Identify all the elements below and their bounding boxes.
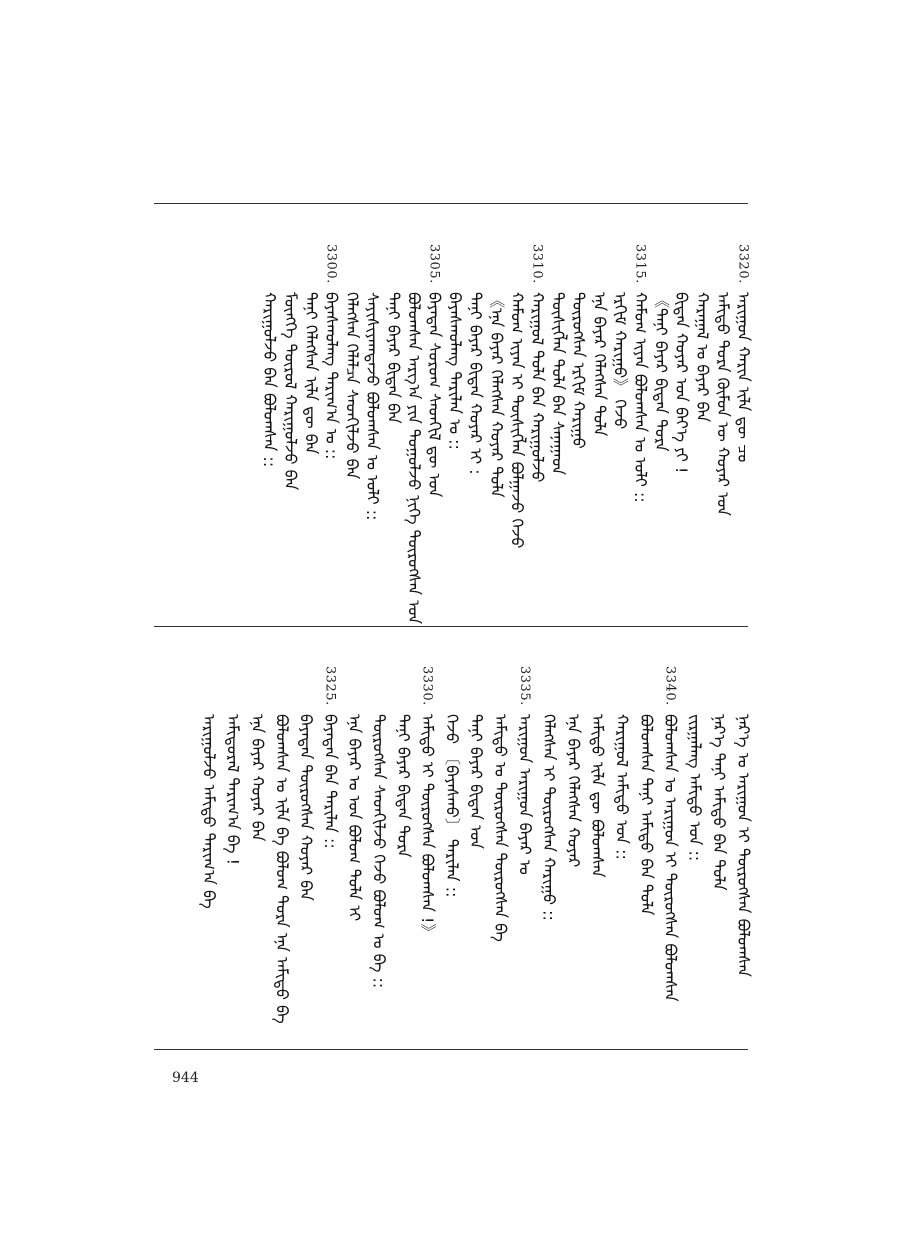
verse-line [706, 666, 732, 890]
verse-line [293, 666, 319, 901]
verse-line [438, 666, 464, 897]
mongolian-text: ᠰᠠᠶᠢᠰᠢᠶᠠᠭᠳᠠᠵᠤ ᠪᠣᠯᠤᠭᠰᠠᠨ ᠤ ᠤᠯᠢ :: [363, 291, 383, 521]
mongolian-text: ᠡᠨᠡ ᠪᠠᠶᠠᠷ ᠬᠣᠶᠠᠷ ᠪᠠᠨ [248, 713, 267, 842]
mongolian-text: ᠪᠡᠶᠡᠳᠡᠨ ᠪᠠᠨ ᠲᠠᠷᠢᠯᠠᠨ :: [320, 713, 340, 849]
verse-line [536, 666, 562, 921]
mongolian-text: 《ᠡᠨᠡ ᠪᠠᠶᠠᠷ ᠬᠡᠯᠡᠭᠰᠡᠨ ᠬᠣᠶᠠᠷ ᠲᠤᠯᠠ [486, 291, 506, 498]
mongolian-text: ᠪᠠᠶᠠᠰᠬᠤᠯᠠᠩ ᠲᠠᠷᠢᠯᠠᠨ ᠤ :: [445, 291, 465, 450]
verse-line [657, 666, 683, 1001]
verse-line [220, 666, 246, 865]
mongolian-text: ᠲᠠᠨᠢ ᠬᠡᠯᠡᠭᠰᠡᠨ ᠢᠯᠡ ᠳᠦ ᠪᠠᠨ [301, 291, 321, 455]
line-number: 3300. [323, 244, 339, 284]
line-number: 3320. [735, 244, 751, 284]
line-number: 3305. [426, 244, 442, 284]
mongolian-text: ᠬᠠᠮᠤᠭ ᠢᠶᠡᠨ ᠪᠣᠯᠤᠭᠰᠠᠨ ᠤ ᠤᠯᠢ :: [631, 291, 650, 503]
mongolian-text: ᠠᠮᠢᠳᠤ ᠢᠯᠡ ᠳᠦ ᠪᠣᠯᠤᠭᠰᠠᠨ [588, 713, 608, 878]
mongolian-text: ᠨᠡᠷ᠎ᠡ ᠣ ᠠᠷᠢᠭᠤᠨ ᠢ ᠲᠦᠷᠦᠭᠰᠡᠨ ᠪᠣᠯᠤᠭᠰᠠᠨ [734, 713, 753, 977]
line-number: 3310. [529, 244, 545, 284]
mongolian-text: ᠠᠷᠢᠭᠤᠨ ᠠᠷᠢᠭᠤᠨ ᠪᠠᠶᠠᠷ ᠣ [515, 713, 535, 875]
mongolian-text: ᠬᠠᠷᠢᠭᠤᠯ ᠲᠤᠯᠠ ᠪᠠᠨ ᠬᠠᠷᠢᠭᠤᠯᠵᠤ [528, 291, 547, 483]
mongolian-text: 《ᠲᠠᠨᠢ ᠪᠠᠶᠠᠷ ᠪᠢᠳᠡᠨ ᠲᠤᠷᠠ [651, 291, 671, 452]
verse-line [560, 666, 586, 867]
mongolian-text: ᠠᠮᠢᠳᠤ ᠲᠤᠷᠠ ᠬᠦᠮᠦᠨ ᠦ ᠬᠣᠶᠠᠷ ᠤᠨ [713, 291, 733, 516]
mongolian-text: ᠪᠣᠯᠤᠭᠰᠠᠨ ᠠᠷᠭ᠎ᠠ ᠶᠢᠨ ᠲᠤᠭᠤᠯᠵᠤ ᠨᠢᠭᠡ ᠲᠦᠷᠦᠭᠰᠡᠨ ᠤᠨ [404, 291, 424, 624]
mongolian-text: ᠠᠮᠢᠳᠤᠷᠠᠯ ᠲᠠᠷᠢᠭ᠎ᠠ ᠪᠠ ! [223, 713, 243, 865]
mongolian-text: ᠡᠨᠡ ᠪᠠᠶᠠᠷ ᠬᠡᠯᠡᠭᠰᠡᠨ ᠬᠣᠶᠠᠷ [563, 713, 583, 867]
mongolian-text: ᠠᠷᠢᠭᠤᠯᠵᠤ ᠠᠮᠢᠳᠤ ᠲᠠᠷᠢᠭ᠎ᠠ ᠪᠠ [199, 713, 219, 909]
mongolian-text: ᠬᠡᠯᠡᠭᠰᠡᠨ ᠢ ᠲᠦᠷᠦᠭᠰᠡᠨ ᠬᠠᠷᠢᠭᠤ :: [539, 713, 559, 921]
mongolian-text: ᠪᠣᠯᠤᠭᠰᠠᠨ ᠣ ᠠᠷᠢᠭᠤᠨ ᠢ ᠲᠦᠷᠦᠭᠰᠡᠨ ᠪᠣᠯᠤᠭᠰᠠᠨ [661, 713, 681, 1002]
verse-line [256, 244, 282, 467]
mongolian-text: ᠠᠮᠢᠳᠤ ᠣ ᠲᠦᠷᠦᠭᠰᠡᠨ ᠲᠦᠷᠦᠭᠰᠡᠨ ᠪᠠ [491, 713, 510, 942]
line-number: 3315. [632, 244, 648, 284]
verse-line [681, 666, 707, 861]
mongolian-text: ᠬᠠᠷᠢᠭᠤᠯ ᠠᠮᠢᠳᠤ ᠤᠨ :: [612, 713, 632, 860]
mongolian-text: ᠲᠠᠨᠢ ᠪᠠᠶᠠᠷ ᠪᠢᠳᠡᠨ ᠪᠠᠨ [383, 291, 403, 424]
verse-line [609, 666, 635, 860]
mongolian-text: ᠬᠠᠷᠢᠭᠤᠯᠵᠤ ᠪᠠᠨ ᠪᠣᠯᠤᠭᠰᠠᠨ :: [260, 291, 280, 467]
line-number: 3340. [662, 666, 678, 706]
verse-line [366, 666, 392, 988]
verse-line [463, 666, 489, 849]
mongolian-text: ᠡᠨᠡ ᠪᠠᠶᠠᠷ ᠬᠡᠯᠡᠭᠰᠡᠨ ᠲᠤᠯᠠ [589, 291, 609, 437]
mongolian-text: ᠪᠠᠶᠠᠰᠬᠤᠯᠠᠩ ᠲᠠᠷᠢᠭ᠎ᠠ ᠤ :: [322, 291, 341, 460]
top-rule [154, 203, 748, 204]
verse-line [487, 666, 513, 942]
bottom-rule [154, 1049, 748, 1050]
mongolian-text: ᠲᠠᠨᠢ ᠪᠠᠶᠠᠷ ᠪᠢᠳᠡᠨ ᠬᠣᠶᠠᠷ ᠢ : [466, 291, 486, 475]
verse-line [317, 666, 343, 848]
verse-line [584, 666, 610, 877]
page-number: 944 [172, 1070, 199, 1086]
mongolian-text: ᠲᠦᠷᠦᠭᠰᠡᠨ ᠰᠡᠳᠬᠢᠯᠵᠤ ᠭᠡᠵᠦ ᠪᠣᠯᠤᠭ ᠤ ᠪᠠ :: [369, 713, 389, 988]
mongolian-text: ᠬᠡᠯᠡᠭᠰᠡᠨ ᠬᠡᠯᠡᠯᠴᠡ ᠰᠡᠳᠬᠢᠯᠵᠤ ᠪᠠᠨ [342, 291, 362, 479]
mongolian-text: ᠭᠡᠵᠦ 〔ᠪᠠᠶᠠᠰᠬᠤ〕 ᠲᠠᠷᠢᠯᠠᠨ :: [442, 713, 462, 898]
mongolian-text: ᠨᠡᠷ᠎ᠡ ᠲᠠᠨᠢ ᠠᠮᠢᠳᠤ ᠪᠠᠨ ᠲᠤᠯᠠ [709, 713, 729, 891]
mongolian-text: ᠮᠥᠩᠬᠡ ᠲᠦᠷᠦᠯ ᠬᠠᠷᠢᠭᠤᠯᠵᠤ ᠪᠠᠨ [280, 291, 300, 490]
verse-line [244, 666, 270, 841]
mongolian-text: ᠡᠷᠬᠢᠮ ᠬᠠᠷᠢᠭᠤ》 ᠭᠡᠵᠦ [610, 291, 630, 429]
mongolian-text: ᠡᠨᠡ ᠪᠠᠶᠠᠷ ᠣ ᠤᠨ ᠪᠣᠯᠤᠭ ᠲᠤᠯᠠ ᠢ [345, 713, 365, 921]
line-number: 3325. [322, 666, 338, 706]
verse-line [390, 666, 416, 857]
middle-rule [154, 626, 748, 627]
verse-line [730, 666, 756, 977]
line-number: 3335. [516, 666, 532, 706]
mongolian-text: ᠪᠡᠶᠡᠳᠡᠨ ᠲᠦᠷᠦᠭᠰᠡᠨ ᠬᠣᠶᠠᠷ ᠪᠠᠨ [296, 713, 316, 901]
verse-line [633, 666, 659, 915]
mongolian-text: ᠬᠠᠷᠠᠭᠠᠯ ᠣ ᠪᠠᠶᠠᠷ ᠪᠠᠨ [692, 291, 712, 422]
mongolian-text: ᠪᠢᠳᠡᠨ ᠬᠣᠶᠠᠷ ᠤᠨ ᠪᠡᠶ᠎ᠡ ᠶᠢ ! [672, 291, 692, 474]
mongolian-text: ᠬᠠᠮᠤᠭ ᠢᠶᠡᠨ ᠢ ᠲᠦᠰᠢᠭᠯᠡᠨ ᠪᠣᠯᠭᠠᠵᠤ ᠬᠡᠵᠦ [507, 291, 527, 549]
verse-line [195, 666, 221, 908]
mongolian-text: ᠲᠦᠷᠦᠭᠰᠡᠨ ᠡᠷᠬᠢᠮ ᠬᠠᠷᠢᠭᠤ [569, 291, 589, 449]
mongolian-text: ᠠᠷᠢᠭᠤᠨ ᠬᠠᠷᠢᠨ ᠢᠯᠡ ᠳᠦ ᠴᠤ [734, 291, 753, 462]
mongolian-text: ᠲᠠᠨᠢ ᠪᠠᠶᠠᠷ ᠪᠢᠳᠡᠨ ᠲᠤᠷᠠ [393, 713, 413, 858]
mongolian-text: ᠪᠣᠯᠤᠭᠰᠠᠨ ᠲᠠᠨᠢ ᠠᠮᠢᠳᠤ ᠪᠠᠨ ᠲᠤᠯᠠ [636, 713, 656, 916]
mongolian-text: ᠲᠠᠨᠢ ᠪᠠᠶᠠᠷ ᠪᠢᠳᠡᠨ ᠤᠨ [466, 713, 486, 849]
verse-line [414, 666, 440, 939]
mongolian-text: ᠲᠦᠰᠢᠭᠯᠡᠨ ᠲᠤᠯᠠ ᠪᠠᠨ ᠰᠠᠨᠠᠭᠠᠳ [548, 291, 568, 475]
line-number: 3330. [419, 666, 435, 706]
mongolian-text: ᠪᠣᠯᠤᠭᠰᠠᠨ ᠣ ᠢᠯᠡ ᠪᠠ ᠪᠣᠯᠤᠭ ᠲᠤᠷᠠ ᠡᠨᠡ ᠠᠮᠢᠳᠤ ᠪᠠ [272, 713, 292, 1024]
mongolian-text: ᠠᠮᠢᠳᠤ ᠢ ᠲᠦᠷᠦᠭᠰᠡᠨ ᠪᠣᠯᠤᠭᠰᠠᠨ !》 [418, 713, 438, 940]
verse-line [268, 666, 294, 1023]
verse-line [511, 666, 537, 874]
mongolian-text: ᠪᠡᠶᠡᠳᠡᠨ ᠰᠤᠷᠤᠭ ᠰᠡᠳᠬᠢᠯ ᠳᠦ ᠤᠨ [425, 291, 444, 497]
mongolian-text: ᠵᠢᠷᠭᠠᠯᠠᠩ ᠠᠮᠢᠳᠤ ᠤᠨ :: [685, 713, 705, 861]
verse-line [341, 666, 367, 921]
